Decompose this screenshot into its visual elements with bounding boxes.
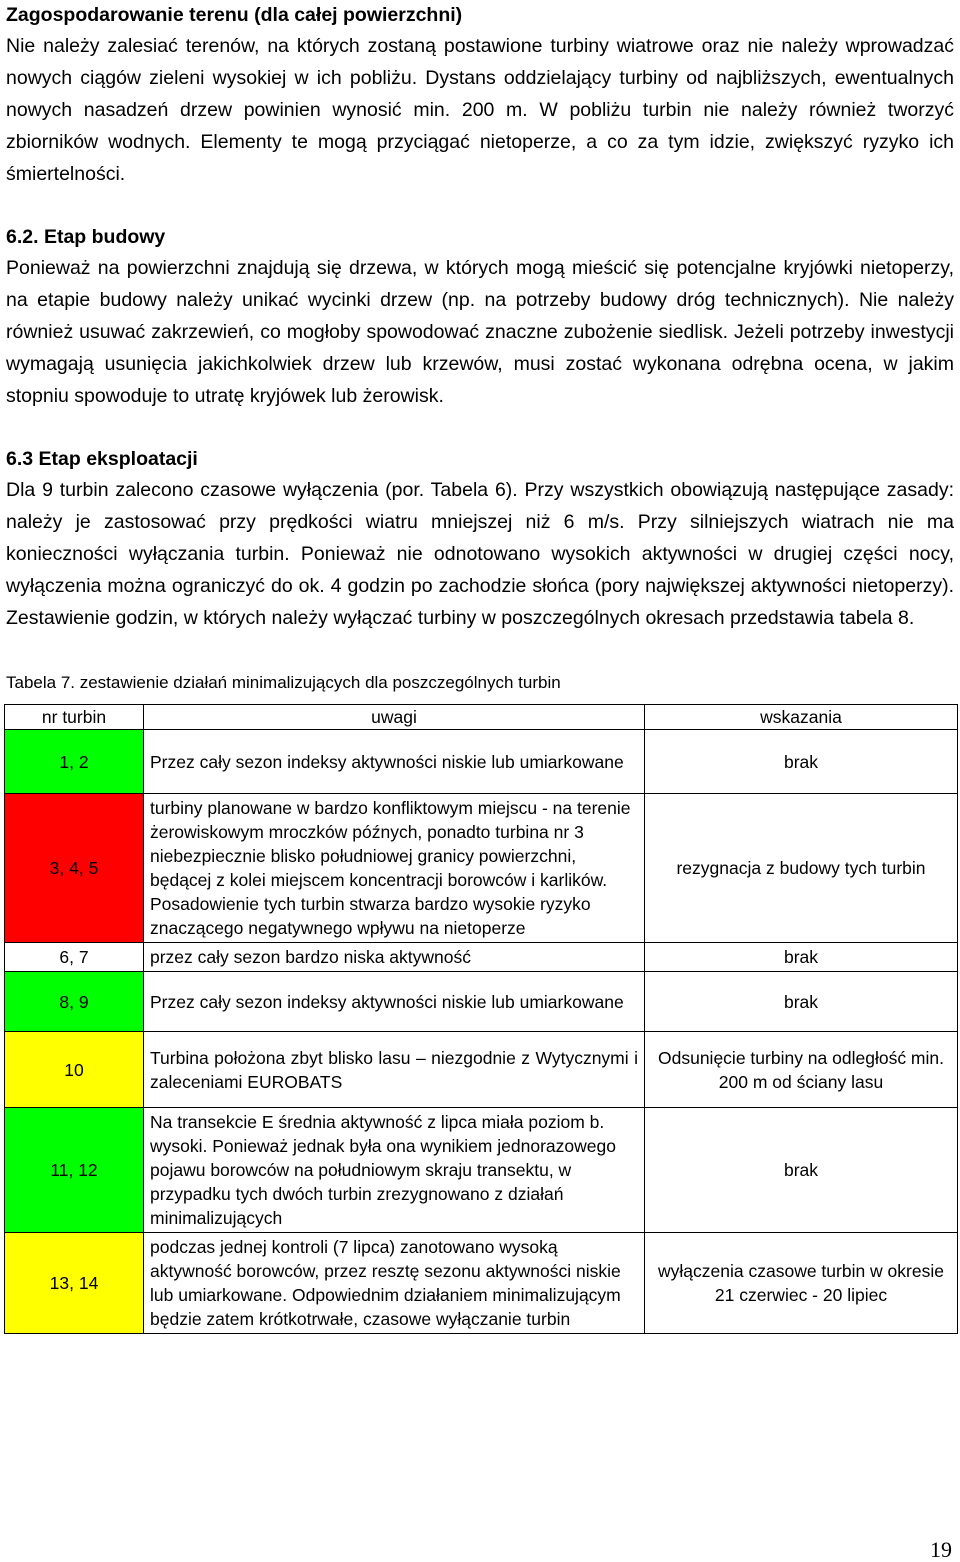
cell-uwagi: Przez cały sezon indeksy aktywności niskie lub umiarkowane [144,730,645,794]
table-row [5,1108,958,1233]
cell-wskazania: Odsunięcie turbiny na odległość min. 200 m od ściany lasu [645,1032,958,1108]
cell-uwagi: podczas jednej kontroli (7 lipca) zanotowano wysoką aktywność borowców, przez resztę sezonu aktywności niskie lub umiarkowane. Odpowiednim działaniem minimalizującym będzie zatem krótkotrwałe, czasowe wyłączanie turbin [144,1233,645,1334]
table-row [5,1233,958,1334]
table-header-row [5,705,958,730]
table-row [5,943,958,972]
table-row [5,1032,958,1108]
section-63-title: 6.3 Etap eksploatacji [6,448,198,470]
header-nr-turbin: nr turbin [5,705,144,730]
table-row [5,794,958,943]
cell-nr: 10 [5,1032,144,1108]
cell-wskazania: brak [645,730,958,794]
cell-nr: 8, 9 [5,972,144,1032]
cell-nr: 13, 14 [5,1233,144,1334]
section-land-text: Nie należy zalesiać terenów, na których zostaną postawione turbiny wiatrowe oraz nie należy wprowadzać nowych ciągów zieleni wysokiej w ich pobliżu. Dystans oddzielający turbiny od najbliższych, ewentualnych nowych nasadzeń drzew powinien wynosić min. 200 m. W pobliżu turbin nie należy również tworzyć zbiorników wodnych. Elementy te mogą przyciągać nietoperze, a co za tym idzie, zwiększyć ryzyko ich śmiertelności. [6,35,954,185]
cell-wskazania: brak [645,972,958,1032]
section-62-text: Ponieważ na powierzchni znajdują się drzewa, w których mogą mieścić się potencjalne kryjówki nietoperzy, na etapie budowy należy unikać wycinki drzew (np. na potrzeby budowy dróg technicznych). Nie należy również usuwać zakrzewień, co mogłoby spowodować znaczne zubożenie siedlisk. Jeżeli potrzeby inwestycji wymagają usunięcia jakichkolwiek drzew lub krzewów, musi zostać wykonana odrębna ocena, w jakim stopniu spowoduje to utratę kryjówek lub żerowisk. [6,257,954,407]
header-wskazania: wskazania [645,705,958,730]
cell-uwagi: Na transekcie E średnia aktywność z lipca miała poziom b. wysoki. Ponieważ jednak była ona wynikiem jednorazowego pojawu borowców na południowym skraju transektu, w przypadku tych dwóch turbin zrezygnowano z działań minimalizujących [144,1108,645,1233]
cell-uwagi: przez cały sezon bardzo niska aktywność [144,943,645,972]
header-uwagi: uwagi [144,705,645,730]
cell-wskazania: rezygnacja z budowy tych turbin [645,794,958,943]
cell-wskazania: brak [645,943,958,972]
page-number: 19 [930,1537,952,1562]
table-row [5,730,958,794]
cell-wskazania: wyłączenia czasowe turbin w okresie 21 czerwiec - 20 lipiec [645,1233,958,1334]
cell-uwagi: Przez cały sezon indeksy aktywności niskie lub umiarkowane [144,972,645,1032]
table-caption: Tabela 7. zestawienie działań minimalizujących dla poszczególnych turbin [6,673,561,692]
measures-table [4,704,958,1334]
cell-uwagi: turbiny planowane w bardzo konfliktowym miejscu - na terenie żerowiskowym mroczków późnych, ponadto turbina nr 3 niebezpiecznie blisko południowej granicy powierzchni, będącej z kolei miejscem koncentracji borowców i karlików. Posadowienie tych turbin stwarza bardzo wysokie ryzyko znaczącego negatywnego wpływu na nietoperze [144,794,645,943]
cell-uwagi: Turbina położona zbyt blisko lasu – niezgodnie z Wytycznymi i zaleceniami EUROBATS [144,1032,645,1108]
table-row [5,972,958,1032]
section-63-text: Dla 9 turbin zalecono czasowe wyłączenia (por. Tabela 6). Przy wszystkich obowiązują następujące zasady: należy je zastosować przy prędkości wiatru mniejszej niż 6 m/s. Przy silniejszych wiatrach nie ma konieczności wyłączania turbin. Ponieważ nie odnotowano wysokich aktywności w drugiej części nocy, wyłączenia można ograniczyć do ok. 4 godzin po zachodzie słońca (pory największej aktywności nietoperzy). Zestawienie godzin, w których należy wyłączać turbiny w poszczególnych okresach przedstawia tabela 8. [6,479,954,629]
cell-nr: 1, 2 [5,730,144,794]
document-page [6,0,954,1334]
cell-nr: 3, 4, 5 [5,794,144,943]
section-62-title: 6.2. Etap budowy [6,226,166,248]
cell-wskazania: brak [645,1108,958,1233]
cell-nr: 11, 12 [5,1108,144,1233]
cell-nr: 6, 7 [5,943,144,972]
section-land-title: Zagospodarowanie terenu (dla całej powierzchni) [6,4,463,26]
